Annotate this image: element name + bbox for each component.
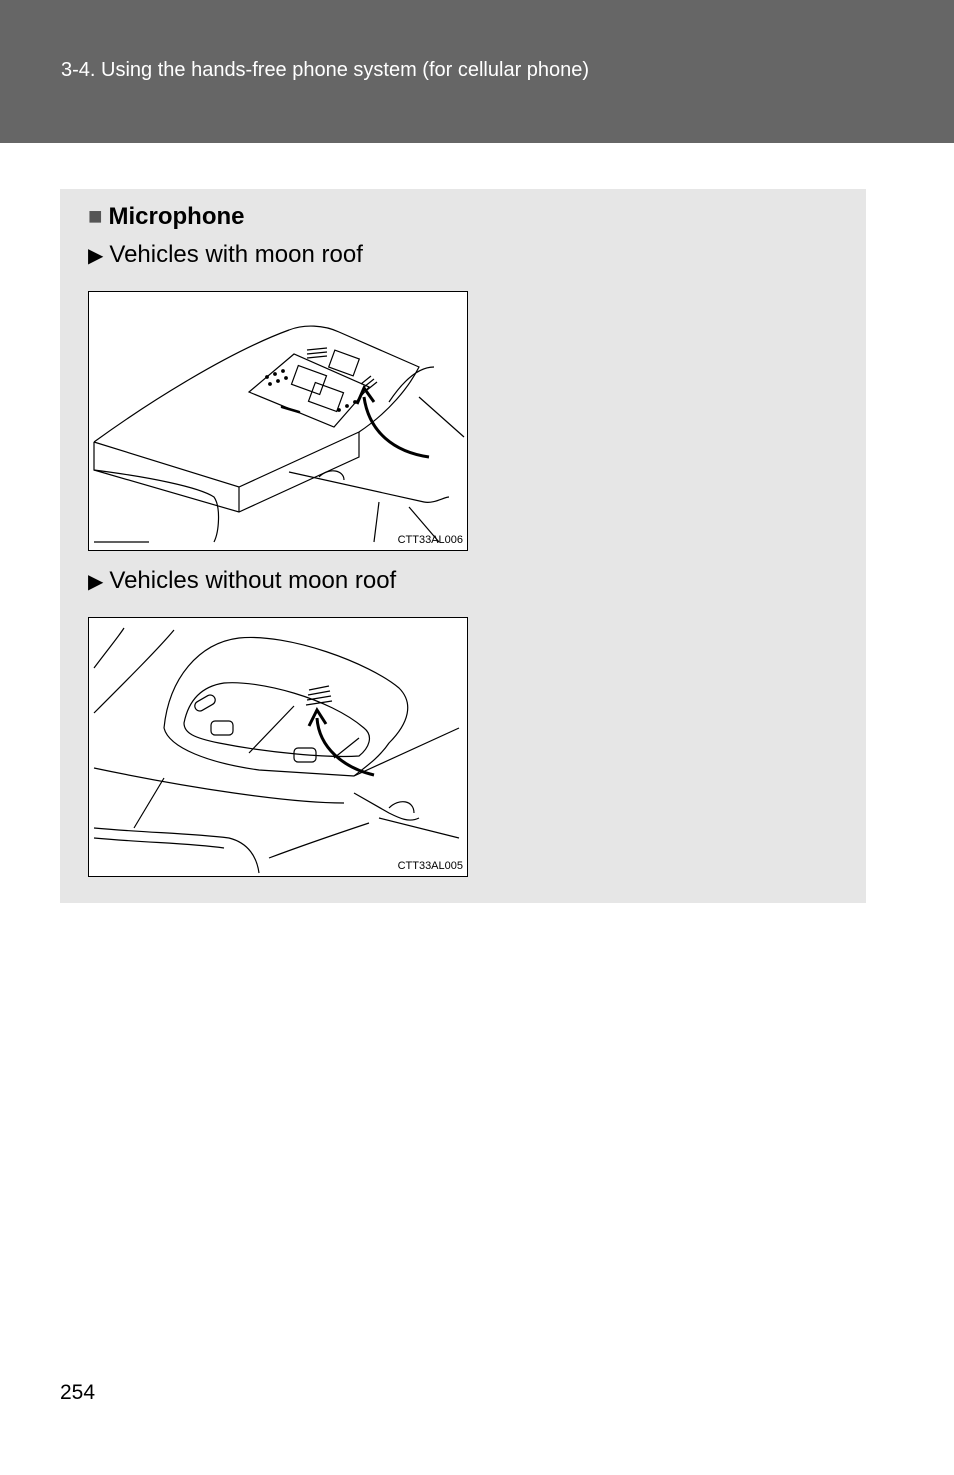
figure-code: CTT33AL005 <box>397 860 463 872</box>
section-heading <box>88 203 245 231</box>
subsection-label: Vehicles without moon roof <box>109 567 397 594</box>
page-header <box>0 0 954 143</box>
subsection-heading-no-moon-roof <box>88 567 396 595</box>
triangle-bullet-icon: ▶ <box>88 245 104 267</box>
section-title: Microphone <box>108 203 245 230</box>
triangle-bullet-icon: ▶ <box>88 571 104 593</box>
overhead-console-no-moon-roof-illustration <box>89 618 468 877</box>
figure-without-moon-roof <box>88 617 468 877</box>
page-number: 254 <box>60 1381 96 1404</box>
subsection-heading-moon-roof <box>88 241 363 269</box>
overhead-console-moon-roof-illustration <box>89 292 468 551</box>
square-bullet-icon: ■ <box>88 203 103 230</box>
subsection-label: Vehicles with moon roof <box>109 241 363 268</box>
figure-code: CTT33AL006 <box>397 534 463 546</box>
figure-with-moon-roof <box>88 291 468 551</box>
breadcrumb: 3-4. Using the hands-free phone system (for cellular phone) <box>61 59 590 81</box>
